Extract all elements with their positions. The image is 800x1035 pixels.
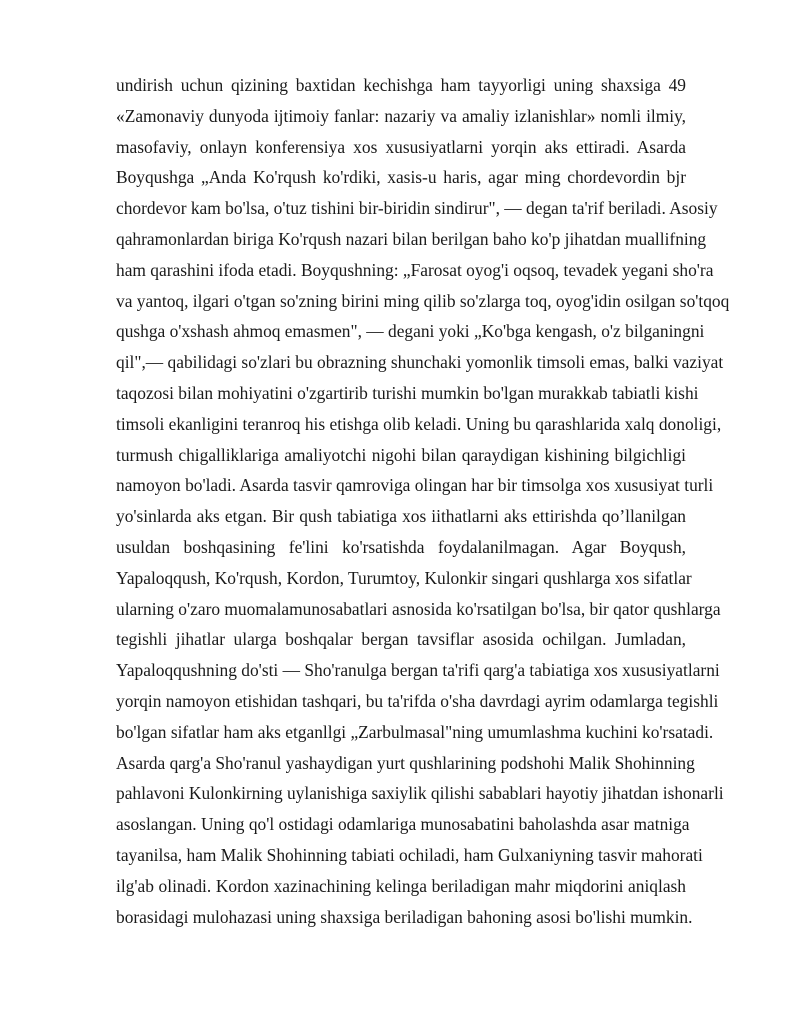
text-line: va yantoq, ilgari o'tgan so'zning birini ming qilib so'zlarga toq, oyog'idin osilgan so'tqoq bbox=[116, 290, 730, 311]
text-line: Yapaloqqush, Ko'rqush, Kordon, Turumtoy, Kulonkir singari qushlarga xos sifatlar bbox=[116, 567, 692, 588]
text-line: usuldan boshqasining fe'lini ko'rsatishda foydalanilmagan. Agar Boyqush, bbox=[116, 536, 686, 557]
text-line: undirish uchun qizining baxtidan kechishga ham tayyorligi uning shaxsiga 49 bbox=[116, 75, 686, 95]
text-line: Yapaloqqushning do'sti — Sho'ranulga bergan ta'rifi qarg'a tabiatiga xos xususiyatlarni bbox=[116, 660, 720, 681]
text-line: tegishli jihatlar ularga boshqalar bergan tavsiflar asosida ochilgan. Jumladan, bbox=[116, 629, 686, 650]
text-line: borasidagi mulohazasi uning shaxsiga beriladigan bahoning asosi bo'lishi mumkin. bbox=[116, 906, 693, 927]
text-line: ham qarashini ifoda etadi. Boyqushning: „Farosat oyog'i oqsoq, tevadek yegani sho'ra bbox=[116, 259, 714, 280]
text-line: chordevor kam bo'lsa, o'tuz tishini bir-biridin sindirur", — degan ta'rif beriladi. Asosiy bbox=[116, 198, 718, 219]
text-line: namoyon bo'ladi. Asarda tasvir qamroviga olingan har bir timsolga xos xususiyat turli bbox=[116, 475, 714, 496]
text-line: tayanilsa, ham Malik Shohinning tabiati ochiladi, ham Gulxaniyning tasvir mahorati bbox=[116, 844, 703, 865]
text-line: qahramonlardan biriga Ko'rqush nazari bilan berilgan baho ko'p jihatdan muallifning bbox=[116, 228, 707, 249]
text-line: ilg'ab olinadi. Kordon xazinachining kelinga beriladigan mahr miqdorini aniqlash bbox=[116, 875, 686, 896]
text-line: Boyqushga „Anda Ko'rqush ko'rdiki, xasis-u haris, agar ming chordevordin bjr bbox=[116, 167, 686, 188]
body-text bbox=[116, 70, 730, 932]
text-line: yorqin namoyon etishidan tashqari, bu ta'rifda o'sha davrdagi ayrim odamlarga tegishli bbox=[116, 690, 719, 711]
text-line: taqozosi bilan mohiyatini o'zgartirib turishi mumkin bo'lgan murakkab tabiatli kishi bbox=[116, 382, 699, 403]
text-line: asoslangan. Uning qo'l ostidagi odamlariga munosabatini baholashda asar matniga bbox=[116, 814, 690, 835]
text-line: timsoli ekanligini teranroq his etishga olib keladi. Uning bu qarashlarida xalq donoligi, bbox=[116, 413, 722, 434]
text-line: Asarda qarg'a Sho'ranul yashaydigan yurt qushlarining podshohi Malik Shohinning bbox=[116, 752, 695, 773]
text-line: turmush chigalliklariga amaliyotchi nigohi bilan qaraydigan kishining bilgichligi bbox=[116, 444, 686, 465]
text-line: bo'lgan sifatlar ham aks etganllgi „Zarbulmasal"ning umumlashma kuchini ko'rsatadi. bbox=[116, 721, 714, 742]
text-line: masofaviy, onlayn konferensiya xos xususiyatlarni yorqin aks ettiradi. Asarda bbox=[116, 136, 686, 157]
text-line: ularning o'zaro muomalamunosabatlari asnosida ko'rsatilgan bo'lsa, bir qator qushlarga bbox=[116, 598, 721, 619]
text-line: pahlavoni Kulonkirning uylanishiga saxiylik qilishi sabablari hayotiy jihatdan ishonarli bbox=[116, 783, 724, 804]
text-line: «Zamonaviy dunyoda ijtimoiy fanlar: nazariy va amaliy izlanishlar» nomli ilmiy, bbox=[116, 105, 686, 126]
text-line: yo'sinlarda aks etgan. Bir qush tabiatiga xos iithatlarni aks ettirishda qo’llanilgan bbox=[116, 506, 686, 527]
text-line: qil",— qabilidagi so'zlari bu obrazning shunchaki yomonlik timsoli emas, balki vaziyat bbox=[116, 352, 724, 373]
text-line: qushga o'xshash ahmoq emasmen", — degani yoki „Ko'bga kengash, o'z bilganingni bbox=[116, 321, 705, 342]
